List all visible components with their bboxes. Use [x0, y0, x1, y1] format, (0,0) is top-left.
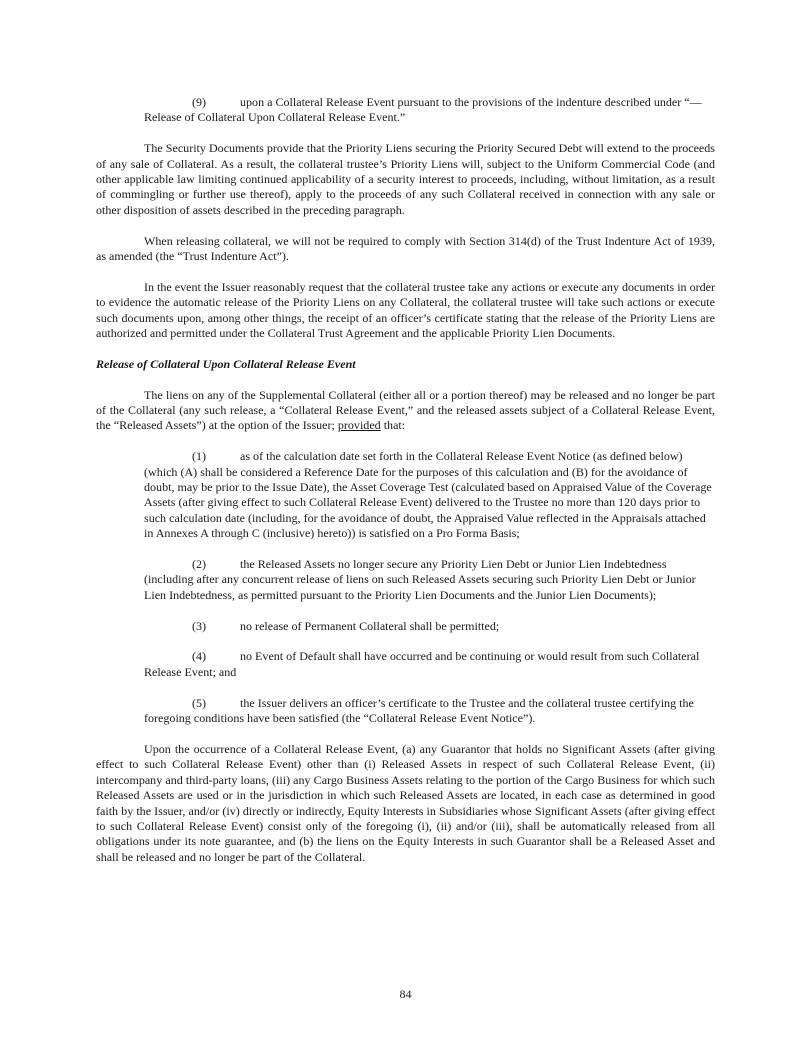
condition-number: (1) [192, 449, 207, 464]
paragraph-issuer-request: In the event the Issuer reasonably request that the collateral trustee take any actions or execute any documents in order to evidence the automatic release of the Priority Liens on any Collateral, the collateral trustee will take such actions or execute such documents upon, among other things, the receipt of an officer’s certificate stating that the release of the Priority Liens are authorized and permitted under the Collateral Trust Agreement and the applicable Priority Lien Documents. [96, 279, 715, 341]
condition-text: as of the calculation date set forth in the Collateral Release Event Notice (as defined below) (which (A) shall be considered a Reference Date for the purposes of this calculation and (B) for the avoidance of doubt, may be prior to the Issue Date), the Asset Coverage Test (calculated based on Appraised Value of the Coverage Assets (after giving effect to such Collateral Release Event) delivered to the Trustee no more than 120 days prior to such calculation date (including, for the avoidance of doubt, the Appraised Value reflected in the Appraisals attached in Annexes A through C (inclusive) hereto)) is satisfied on a Pro Forma Basis; [144, 449, 712, 541]
paragraph-security-documents: The Security Documents provide that the Priority Liens securing the Priority Secured Debt will extend to the proceeds of any sale of Collateral. As a result, the collateral trustee’s Priority Liens will, subject to the Uniform Commercial Code (and other applicable law limiting continued applicability of a security interest to proceeds, including, without limitation, as a result of commingling or further use thereof), apply to the proceeds of any such Collateral received in connection with any sale or other disposition of assets described in the preceding paragraph. [96, 141, 715, 217]
page-number: 84 [399, 987, 412, 1001]
condition-item-2 [144, 557, 715, 603]
condition-item-1 [144, 449, 715, 541]
paragraph-upon-occurrence: Upon the occurrence of a Collateral Release Event, (a) any Guarantor that holds no Significant Assets (after giving effect to such Collateral Release Event) other than (i) Released Assets in respect of such Collateral Release Event, (ii) intercompany and third-party loans, (iii) any Cargo Business Assets relating to the portion of the Cargo Business for which such Released Assets are used or in the jurisdiction in which such Released Assets are located, in each case as determined in good faith by the Issuer, and/or (iv) directly or indirectly, Equity Interests in Subsidiaries whose Significant Assets (after giving effect to such Collateral Release Event) consist only of the foregoing (i), (ii) and/or (iii), shall be automatically released from all obligations under its note guarantee, and (b) the liens on the Equity Interests in such Guarantor shall be a Released Asset and shall be released and no longer be part of the Collateral. [96, 741, 715, 864]
condition-item-5 [144, 696, 715, 727]
condition-number: (2) [192, 557, 207, 572]
paragraph-trust-indenture-act: When releasing collateral, we will not be required to comply with Section 314(d) of the Trust Indenture Act of 1939, as amended (the “Trust Indenture Act”). [96, 233, 715, 264]
condition-text: the Released Assets no longer secure any Priority Lien Debt or Junior Lien Indebtedness (including after any concurrent release of liens on such Released Assets securing such Priority Lien Debt or Junior Lien Indebtedness, as permitted pursuant to the Priority Lien Documents and the Junior Lien Documents); [144, 557, 696, 602]
paragraph-liens-tail: that: [380, 418, 406, 433]
condition-item-3 [144, 619, 715, 634]
list-item-number: (9) [192, 95, 207, 109]
condition-text: no Event of Default shall have occurred and be continuing or would result from such Collateral Release Event; and [144, 649, 700, 679]
condition-number: (3) [192, 618, 207, 633]
condition-item-4 [144, 649, 715, 680]
condition-number: (4) [192, 649, 207, 664]
paragraph-liens-text: The liens on any of the Supplemental Collateral (either all or a portion thereof) may be released and no longer be part of the Collateral (any such release, a “Collateral Release Event,” and the released assets subject of a Collateral Release Event, the “Released Assets”) at the option of the Issuer; [96, 387, 715, 433]
list-item-9 [144, 95, 715, 126]
list-item-text: upon a Collateral Release Event pursuant to the provisions of the indenture described under “—Release of Collateral Upon Collateral Release Event.” [144, 95, 702, 125]
provided-term: provided [337, 418, 381, 433]
condition-number: (5) [192, 695, 207, 710]
section-heading: Release of Collateral Upon Collateral Release Event [96, 356, 356, 371]
paragraph-liens-release [96, 388, 715, 434]
document-page [96, 95, 715, 881]
condition-text: no release of Permanent Collateral shall be permitted; [240, 618, 500, 633]
condition-text: the Issuer delivers an officer’s certificate to the Trustee and the collateral trustee certifying the foregoing conditions have been satisfied (the “Collateral Release Event Notice”). [144, 695, 694, 726]
